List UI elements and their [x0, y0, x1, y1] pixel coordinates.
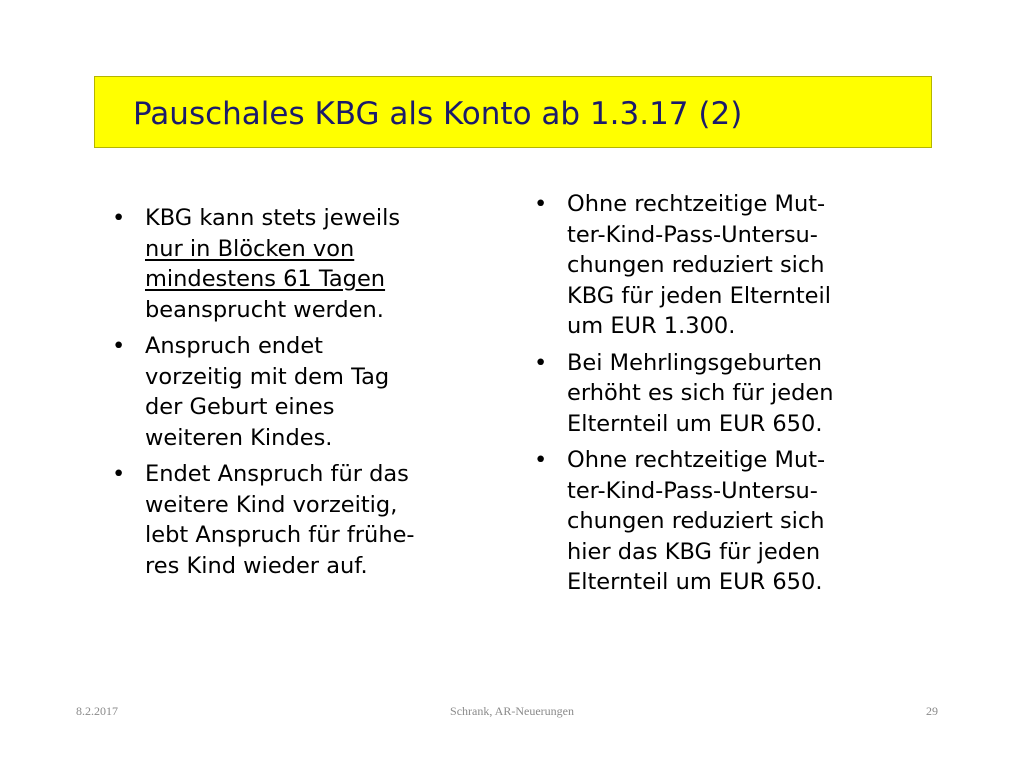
- bullet-icon: •: [112, 333, 126, 359]
- bullet-line: Anspruch endet: [145, 333, 324, 359]
- bullet-line: hier das KBG für jeden: [567, 538, 821, 565]
- right-bullet-3: [532, 445, 922, 598]
- bullet-line: Elternteil um EUR 650.: [567, 569, 823, 595]
- bullet-icon: •: [534, 191, 548, 217]
- underlined-text: mindestens 61 Tagen: [145, 266, 386, 292]
- bullet-line: Ohne rechtzeitige Mut-: [567, 191, 826, 217]
- bullet-line: Elternteil um EUR 650.: [567, 410, 823, 437]
- bullet-line: chungen reduziert sich: [567, 508, 825, 534]
- bullet-line: ter-Kind-Pass-Untersu-: [567, 477, 818, 504]
- bullet-line: Ohne rechtzeitige Mut-: [567, 447, 826, 473]
- right-bullet-2: [532, 348, 922, 440]
- bullet-line: [145, 234, 495, 265]
- bullet-line: KBG für jeden Elternteil: [567, 282, 832, 309]
- footer-page-number: 29: [926, 704, 938, 718]
- bullet-icon: •: [534, 447, 548, 473]
- bullet-line: der Geburt eines: [145, 394, 335, 420]
- bullet-line: res Kind wieder auf.: [145, 552, 368, 579]
- bullet-line: weitere Kind vorzeitig,: [145, 491, 398, 518]
- bullet-icon: •: [112, 461, 126, 487]
- bullet-line: KBG kann stets jeweils: [145, 205, 401, 231]
- bullet-icon: •: [112, 205, 126, 231]
- bullet-icon: •: [534, 349, 548, 376]
- bullet-line: Endet Anspruch für das: [145, 461, 409, 487]
- footer-presentation-title: Schrank, AR-Neuerungen: [450, 704, 574, 718]
- slide-title-box: [94, 76, 932, 148]
- slide-title: Pauschales KBG als Konto ab 1.3.17 (2): [133, 96, 743, 132]
- left-bullet-3: [110, 459, 495, 581]
- bullet-line: lebt Anspruch für frühe-: [145, 522, 415, 548]
- footer-date: 8.2.2017: [76, 704, 118, 718]
- right-bullet-1: [532, 189, 922, 342]
- left-column: [110, 203, 495, 587]
- bullet-line: ter-Kind-Pass-Untersu-: [567, 221, 818, 248]
- underlined-text: nur in Blöcken von: [145, 235, 355, 262]
- bullet-line: um EUR 1.300.: [567, 313, 736, 339]
- bullet-line: chungen reduziert sich: [567, 252, 825, 278]
- bullet-line: Bei Mehrlingsgeburten: [567, 349, 823, 376]
- bullet-line: weiteren Kindes.: [145, 424, 333, 451]
- bullet-line: [145, 264, 495, 295]
- left-bullet-2: [110, 331, 495, 453]
- bullet-line: vorzeitig mit dem Tag: [145, 363, 390, 390]
- right-column: [532, 189, 922, 604]
- bullet-line: erhöht es sich für jeden: [567, 380, 834, 406]
- bullet-line: beansprucht werden.: [145, 296, 384, 323]
- left-bullet-1: [110, 203, 495, 325]
